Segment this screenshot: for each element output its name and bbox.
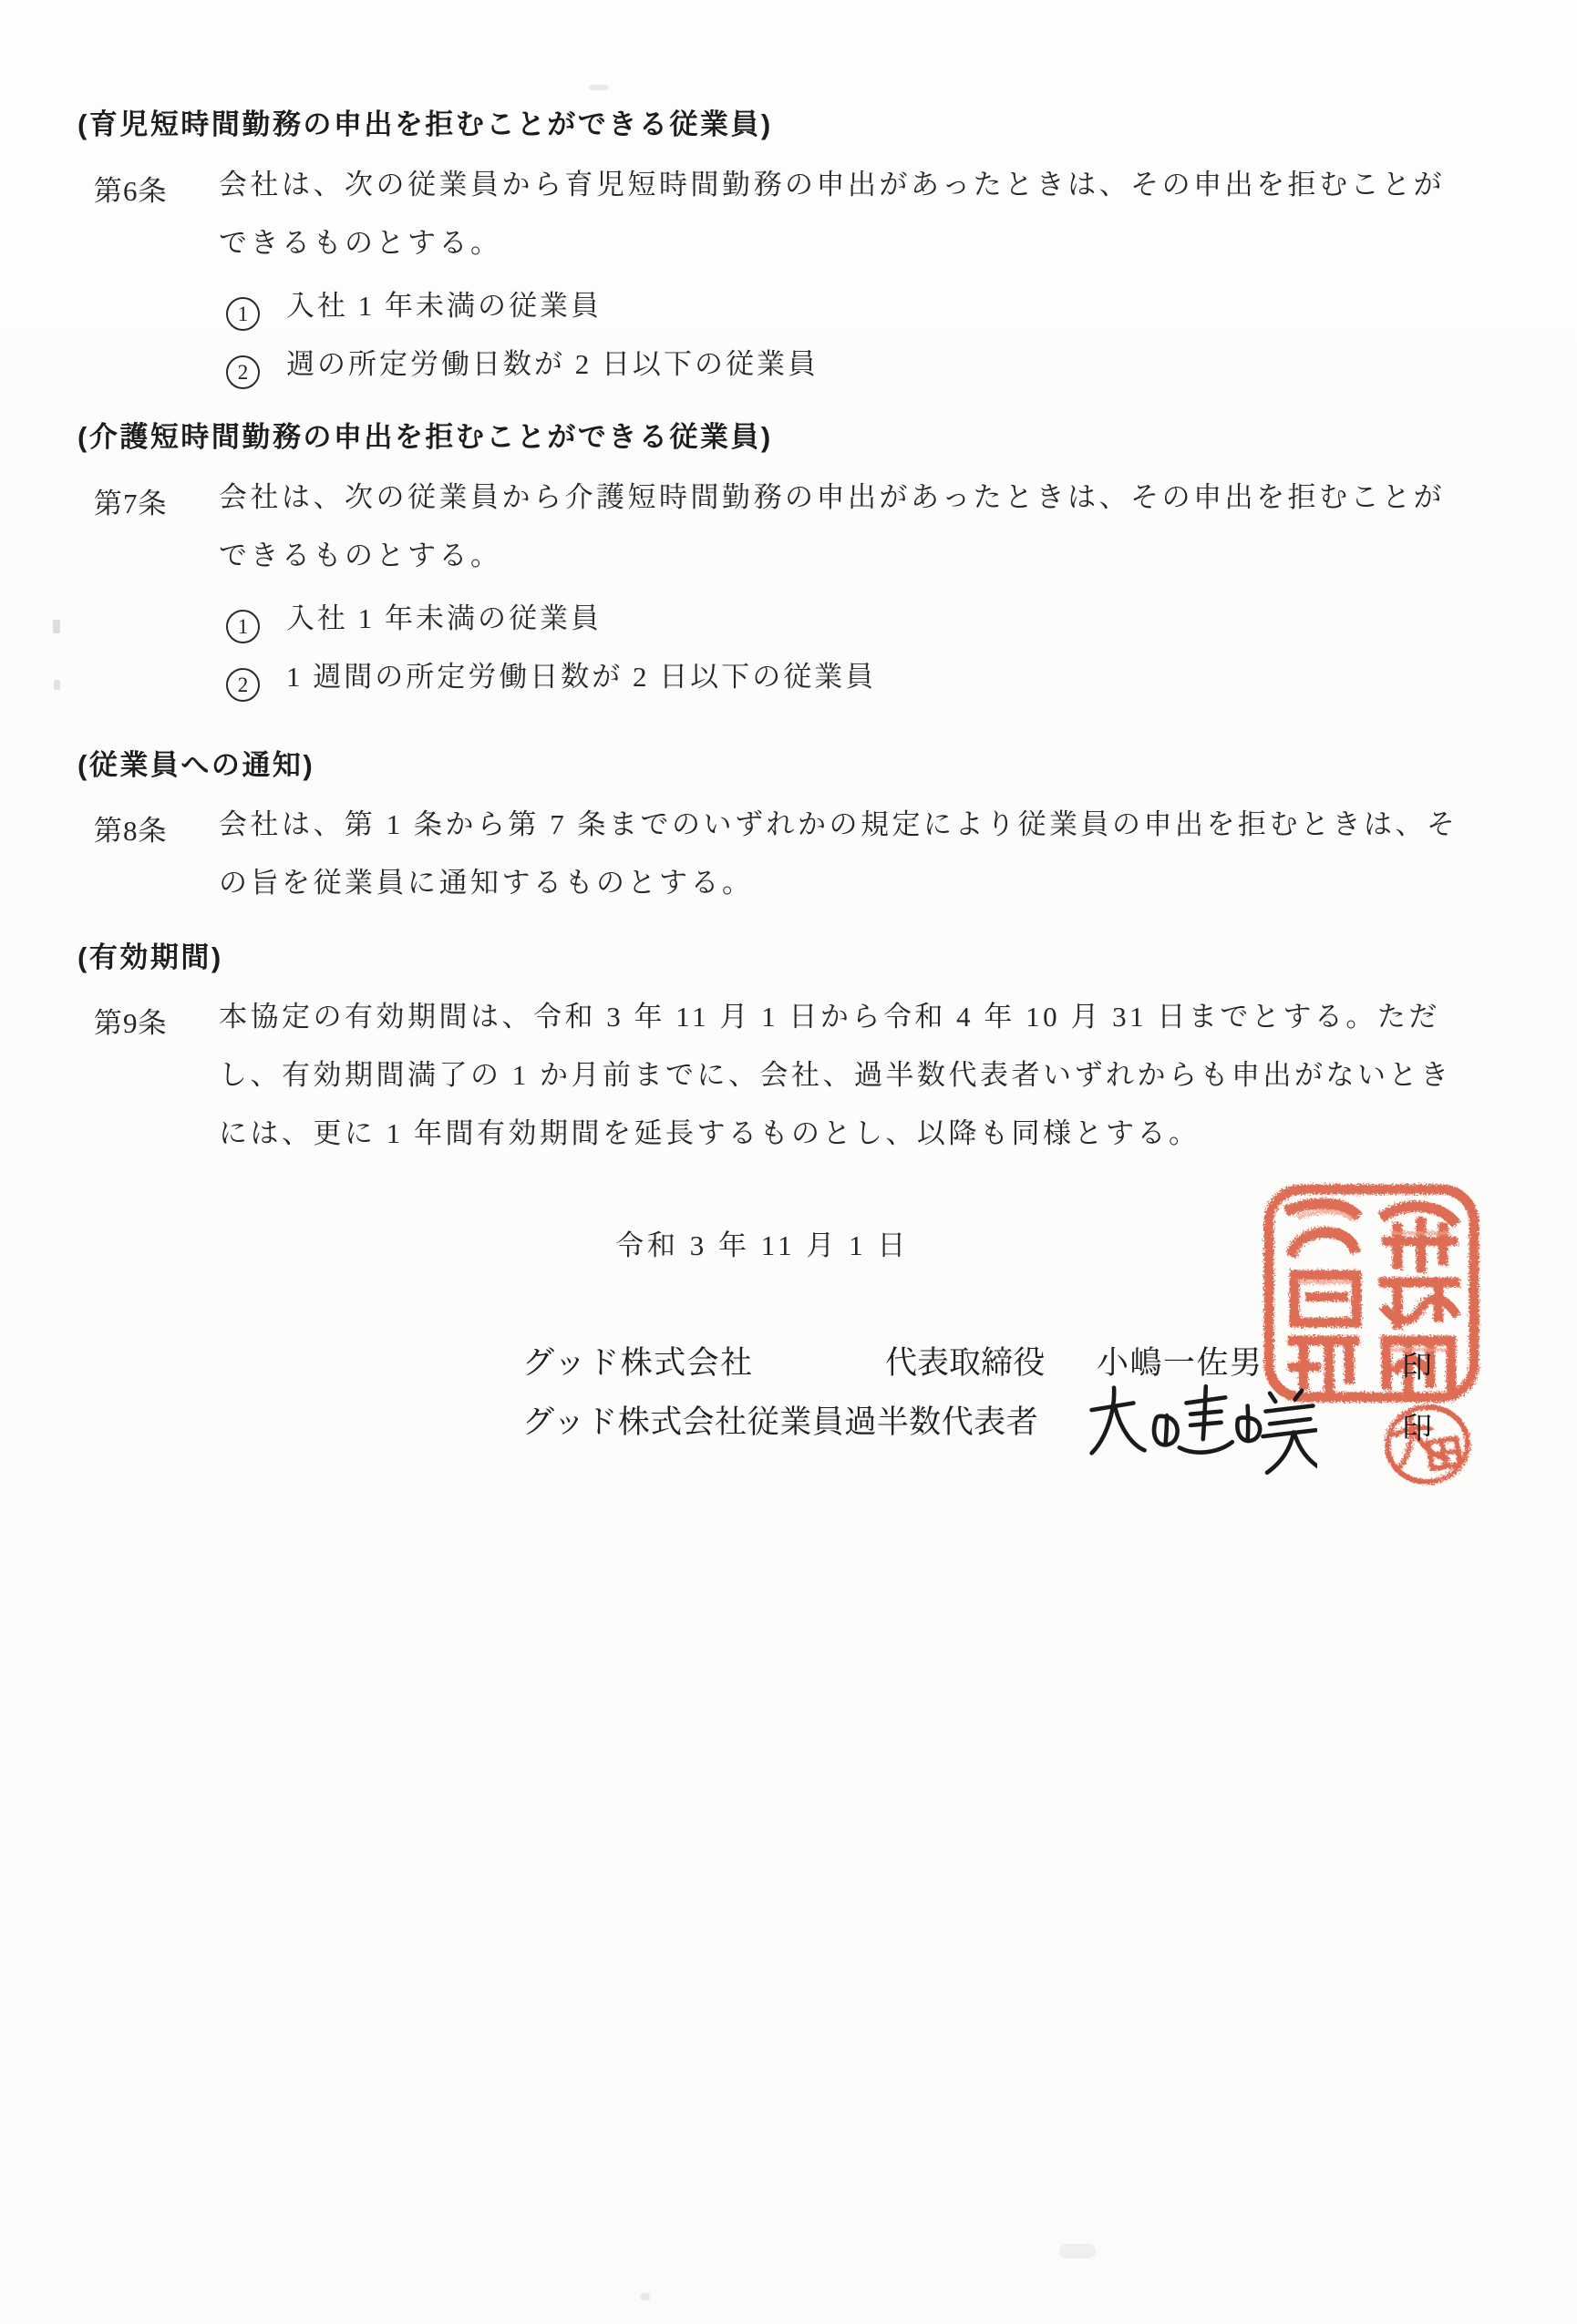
article-number: 第8条 (94, 815, 168, 847)
handwritten-signature-strokes (1087, 1382, 1317, 1480)
article-number: 第6条 (94, 175, 168, 207)
list-item (226, 283, 602, 331)
scan-artifact (1059, 2244, 1096, 2258)
article-body-line: 会社は、次の従業員から育児短時間勤務の申出があったときは、その申出を拒むことが (219, 169, 1446, 201)
article-body-line: 会社は、次の従業員から介護短時間勤務の申出があったときは、その申出を拒むことが (219, 481, 1446, 513)
company-seal-stamp (1260, 1180, 1483, 1411)
list-item-text: 週の所定労働日数が 2 日以下の従業員 (286, 348, 819, 380)
article-body-line: 会社は、第 1 条から第 7 条までのいずれかの規定により従業員の申出を拒むときは、そ (219, 808, 1458, 840)
section-heading: (育児短時間勤務の申出を拒むことができる従業員) (77, 108, 773, 140)
section-heading: (有効期間) (77, 941, 223, 973)
list-item (226, 653, 876, 702)
circled-number-icon: 2 (226, 668, 260, 702)
list-item-text: 入社 1 年未満の従業員 (286, 602, 602, 634)
scan-artifact (53, 620, 60, 633)
article-body-line: には、更に 1 年間有効期間を延長するものとし、以降も同様とする。 (219, 1117, 1201, 1149)
representative-title: 代表取締役 (885, 1345, 1046, 1381)
list-item (226, 595, 602, 643)
article-body-line: し、有効期間満了の 1 か月前までに、会社、過半数代表者いずれからも申出がないとき (219, 1059, 1452, 1091)
company-name: グッド株式会社 (522, 1345, 754, 1381)
section-heading: (従業員への通知) (77, 749, 315, 781)
circled-number-icon: 1 (226, 610, 260, 643)
scan-artifact (589, 85, 609, 90)
article-number: 第7条 (94, 488, 168, 519)
article-number: 第9条 (94, 1007, 168, 1039)
article-body-line: の旨を従業員に通知するものとする。 (219, 867, 754, 899)
seal-placeholder-mark: 印 (1402, 1352, 1432, 1384)
agreement-date: 令和 3 年 11 月 1 日 (615, 1229, 910, 1261)
company-seal-graphic (1260, 1180, 1483, 1406)
circled-number-icon: 2 (226, 355, 260, 389)
employee-representative-label: グッド株式会社従業員過半数代表者 (522, 1404, 1039, 1440)
section-heading: (介護短時間勤務の申出を拒むことができる従業員) (77, 421, 773, 453)
article-body-line: できるものとする。 (219, 540, 502, 571)
handwritten-signature (1087, 1382, 1317, 1480)
circled-number-icon: 1 (226, 297, 260, 331)
list-item (226, 341, 819, 389)
article-body-line: できるものとする。 (219, 227, 502, 259)
list-item-text: 1 週間の所定労働日数が 2 日以下の従業員 (286, 661, 877, 693)
scan-artifact (640, 2293, 650, 2300)
scan-artifact (54, 680, 60, 690)
list-item-text: 入社 1 年未満の従業員 (286, 290, 602, 322)
article-body-line: 本協定の有効期間は、令和 3 年 11 月 1 日から令和 4 年 10 月 31 日までとする。ただ (219, 1001, 1440, 1033)
representative-name: 小嶋一佐男 (1097, 1345, 1263, 1381)
seal-placeholder-mark: 印 (1402, 1413, 1432, 1445)
